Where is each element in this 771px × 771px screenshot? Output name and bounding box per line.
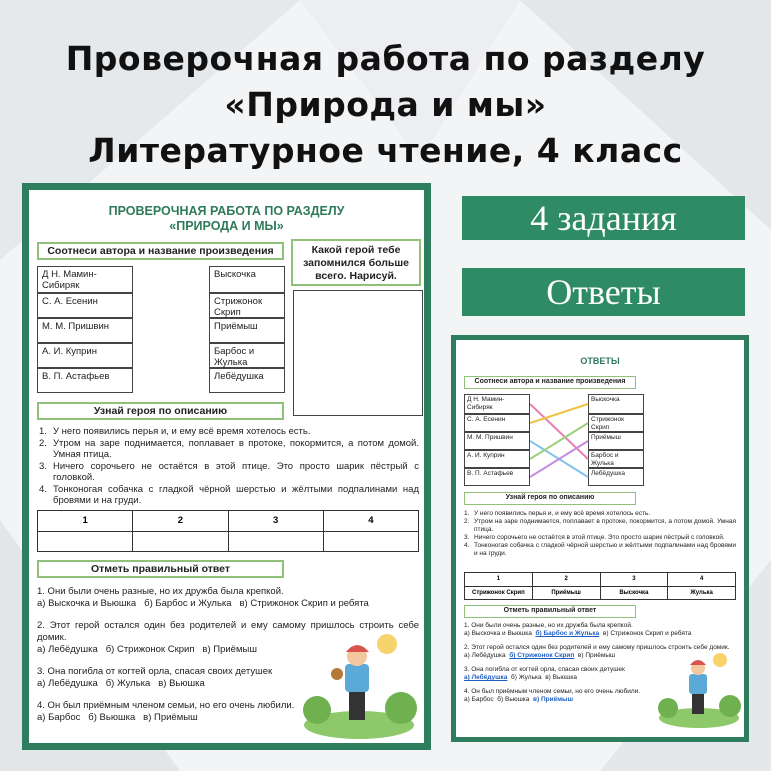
work-cell: Барбос и Жулька	[209, 343, 285, 368]
work-cell: Приёмыш	[209, 318, 285, 343]
hero-question-list: 1. У него появились перья и, и ему всё время хотелось есть. 2. Утром на заре поднимается, поплавает в протоке, покормится, а потом домой. Умная птица. 3. Ничего сорочьего не остаётся в этой птице. Это просто шарик пёстрый с головкой. 4. Тонконогая собачка с гладкой чёрной шерстью и жёлтыми подпалинами над бровями и на груди.	[464, 510, 736, 557]
drawing-box[interactable]	[293, 290, 423, 416]
match-lines	[530, 394, 590, 486]
hero-answer-table-filled: 1 2 3 4 Стрижонок Скрип Приёмыш Выскочка Жулька	[464, 572, 736, 600]
author-work-match-grid-answers: Д Н. Мамин-Сибиряк С. А. Есенин М. М. Пришвин А. И. Куприн В. П. Астафьев Выскочка Стрижонок Скрип Приёмыш Барбос и Жулька Лебёдушка	[464, 394, 644, 486]
author-cell: А. И. Куприн	[37, 343, 133, 368]
draw-section-title: Какой герой тебе запомнился больше всего. Нарисуй.	[291, 239, 421, 286]
work-cell: Лебёдушка	[209, 368, 285, 393]
match-section-title: Соотнеси автора и название произведения	[464, 376, 636, 389]
worksheet-page	[22, 183, 431, 750]
author-cell: С. А. Есенин	[37, 293, 133, 318]
choice-section-title: Отметь правильный ответ	[464, 605, 636, 618]
match-section-title: Соотнеси автора и название произведения	[37, 242, 284, 260]
author-cell: Д Н. Мамин-Сибиряк	[37, 266, 133, 293]
boy-illustration	[299, 630, 419, 740]
page-title: Проверочная работа по разделу «Природа и мы» Литературное чтение, 4 класс	[65, 39, 706, 170]
list-item: 3. Ничего сорочьего не остаётся в этой птице. Это просто шарик пёстрый с головкой.	[39, 460, 419, 483]
answer-cell[interactable]	[323, 532, 418, 552]
author-cell: М. М. Пришвин	[37, 318, 133, 343]
hero-section-title: Узнай героя по описанию	[464, 492, 636, 505]
list-item: 2. Утром на заре поднимается, поплавает в протоке, покормится, а потом домой. Умная птица.	[39, 437, 419, 460]
work-cell: Выскочка	[209, 266, 285, 293]
choice-questions: 1. Они были очень разные, но их дружба была крепкой. а) Выскочка и Вьюшка б) Барбос и Жулька в) Стрижонок Скрип и ребята 2. Этот герой остался один без родителей и ему самому пришлось строить себе домик. а) Лебёдушка б) Стрижонок Скрип в) Приёмыш 3. Она погибла от когтей орла, спасая своих детушек а) Лебёдушка б) Жулька в) Вьюшка 4. Он был приёмным членом семьи, но его очень любили. а) Барбос б) Вьюшка в) Приёмыш	[37, 586, 419, 723]
hero-section-title: Узнай героя по описанию	[37, 402, 284, 420]
author-cell: В. П. Астафьев	[37, 368, 133, 393]
hero-answer-table: 1 2 3 4	[37, 510, 419, 552]
worksheet-heading: ПРОВЕРОЧНАЯ РАБОТА ПО РАЗДЕЛУ «ПРИРОДА И МЫ»	[108, 204, 345, 233]
work-cell: Стрижонок Скрип	[209, 293, 285, 318]
choice-section-title: Отметь правильный ответ	[37, 560, 284, 578]
answer-cell[interactable]	[132, 532, 227, 552]
tasks-count-label: 4 задания	[462, 196, 745, 240]
answer-cell[interactable]	[38, 532, 132, 552]
list-item: 4. Тонконогая собачка с гладкой чёрной шерстью и жёлтыми подпалинами над бровями и на груди.	[39, 483, 419, 506]
author-work-match-grid	[37, 266, 285, 394]
answer-sheet-heading: ОТВЕТЫ	[580, 356, 620, 366]
boy-illustration	[656, 650, 742, 730]
answer-cell[interactable]	[228, 532, 323, 552]
hero-question-list	[39, 426, 419, 507]
answers-label: Ответы	[462, 268, 745, 316]
answer-sheet-page	[451, 335, 749, 742]
list-item: 1. У него появились перья и, и ему всё время хотелось есть.	[39, 426, 311, 437]
choice-answers: 1. Они были очень разные, но их дружба была крепкой. а) Выскочка и Вьюшка б) Барбос и Жулька в) Стрижонок Скрип и ребята 2. Этот герой остался один без родителей и ему самому пришлось строить себе домик. а) Лебёдушка б) Стрижонок Скрип в) Приёмыш 3. Она погибла от когтей орла, спасая своих детушек а) Лебёдушка б) Жулька в) Вьюшка 4. Он был приёмным членом семьи, но его очень любили. а) Барбос б) Вьюшка в) Приёмыш	[464, 622, 730, 703]
